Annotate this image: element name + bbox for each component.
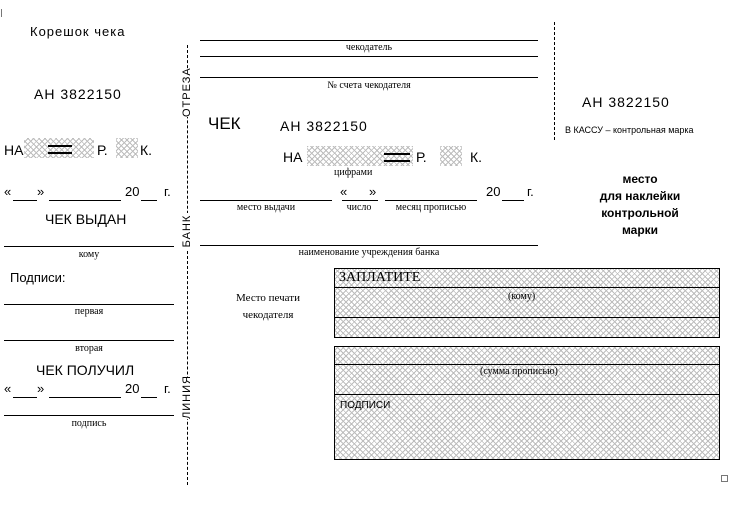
stub-signature-label: подпись <box>71 418 107 429</box>
account-line-2[interactable] <box>200 77 538 78</box>
cheque-title: ЧЕК <box>208 114 241 133</box>
control-serial: АН 3822150 <box>582 94 670 110</box>
cheque-serial: АН 3822150 <box>280 118 368 134</box>
account-label: № счета чекодателя <box>327 80 411 91</box>
cheque-year-prefix: 20 <box>486 184 501 199</box>
stamp-place-line1: Место печати <box>236 292 300 304</box>
stub-first-label: первая <box>74 306 104 317</box>
stamp-place-text-1: место <box>622 172 658 186</box>
stub-received-quote-open: « <box>4 381 12 396</box>
pay-box-row-divider-2 <box>334 317 720 318</box>
cheque-signatures-field[interactable] <box>335 395 719 457</box>
payee-label: (кому) <box>508 291 536 302</box>
stub-amount-equals <box>48 145 72 154</box>
stub-first-signature-line[interactable] <box>4 304 174 305</box>
to-cashier-label: В КАССУ – контрольная марка <box>565 125 694 135</box>
stub-date-quote-open: « <box>4 184 12 199</box>
tear-label-line: ЛИНИЯ <box>181 375 193 419</box>
stub-title: Корешок чека <box>30 24 126 39</box>
stub-second-signature-line[interactable] <box>4 340 174 341</box>
stub-receiver-signature-line[interactable] <box>4 415 174 416</box>
cheque-month-line[interactable] <box>385 200 477 201</box>
cheque-rub-label: Р. <box>416 149 427 165</box>
tear-label-cut: ОТРЕЗА <box>181 67 193 117</box>
payee-field[interactable] <box>335 288 719 316</box>
tear-label-bank: БАНК <box>181 214 193 248</box>
stub-received-label: ЧЕК ПОЛУЧИЛ <box>36 362 135 378</box>
stub-year-line[interactable] <box>141 200 157 201</box>
drawer-line[interactable] <box>200 40 538 41</box>
cheque-amount-prefix: НА <box>283 149 303 165</box>
stub-signatures-label: Подписи: <box>10 270 66 285</box>
stub-received-day-line[interactable] <box>13 397 37 398</box>
stub-to-whom-label: кому <box>78 249 100 260</box>
bank-name-line[interactable] <box>200 245 538 246</box>
cheque-quote-close: » <box>369 184 377 199</box>
corner-mark-bottom-right <box>721 475 728 482</box>
stub-received-year-suffix: г. <box>164 381 171 396</box>
stub-year-prefix: 20 <box>125 184 140 199</box>
stub-rub-label: Р. <box>97 142 108 158</box>
stub-kop-label: К. <box>140 142 153 158</box>
stamp-place-text-2: для наклейки <box>599 189 681 203</box>
corner-mark-top-left <box>1 9 7 17</box>
cheque-signatures-label: ПОДПИСИ <box>340 400 391 411</box>
stub-to-whom-line[interactable] <box>4 246 174 247</box>
account-line[interactable] <box>200 56 538 57</box>
pay-label: ЗАПЛАТИТЕ <box>339 270 421 285</box>
drawer-label: чекодатель <box>345 42 393 53</box>
stub-received-month-line[interactable] <box>49 397 121 398</box>
month-words-label: месяц прописью <box>395 202 467 213</box>
stub-received-year-prefix: 20 <box>125 381 140 396</box>
tear-line-right <box>554 22 555 140</box>
stub-serial: АН 3822150 <box>34 86 122 102</box>
sum-words-field[interactable] <box>335 347 719 393</box>
stamp-place-line2: чекодателя <box>242 309 294 321</box>
place-issue-label: место выдачи <box>236 202 296 213</box>
cheque-year-line[interactable] <box>502 200 524 201</box>
cheque-quote-open: « <box>340 184 348 199</box>
stub-issued-label: ЧЕК ВЫДАН <box>45 211 127 227</box>
bank-name-label: наименование учреждения банка <box>298 247 440 258</box>
sum-words-label: (сумма прописью) <box>480 366 558 377</box>
stub-amount-kop-field[interactable] <box>116 138 138 158</box>
cheque-amount-equals <box>384 153 410 162</box>
stub-year-suffix: г. <box>164 184 171 199</box>
cheque-year-suffix: г. <box>527 184 534 199</box>
day-label: число <box>346 202 372 213</box>
stamp-place-text-3: контрольной <box>601 206 679 220</box>
cheque-kop-label: К. <box>470 149 483 165</box>
digits-label: цифрами <box>334 167 373 178</box>
stub-date-month-line[interactable] <box>49 200 121 201</box>
stub-received-year-line[interactable] <box>141 397 157 398</box>
stamp-place-text-4: марки <box>621 223 659 237</box>
stub-amount-prefix: НА <box>4 142 24 158</box>
stub-second-label: вторая <box>75 343 103 354</box>
cheque-day-line[interactable] <box>342 200 378 201</box>
stub-date-quote-close: » <box>37 184 45 199</box>
place-issue-line[interactable] <box>200 200 332 201</box>
cheque-amount-kop-field[interactable] <box>440 146 462 166</box>
stub-date-day-line[interactable] <box>13 200 37 201</box>
stub-received-quote-close: » <box>37 381 45 396</box>
